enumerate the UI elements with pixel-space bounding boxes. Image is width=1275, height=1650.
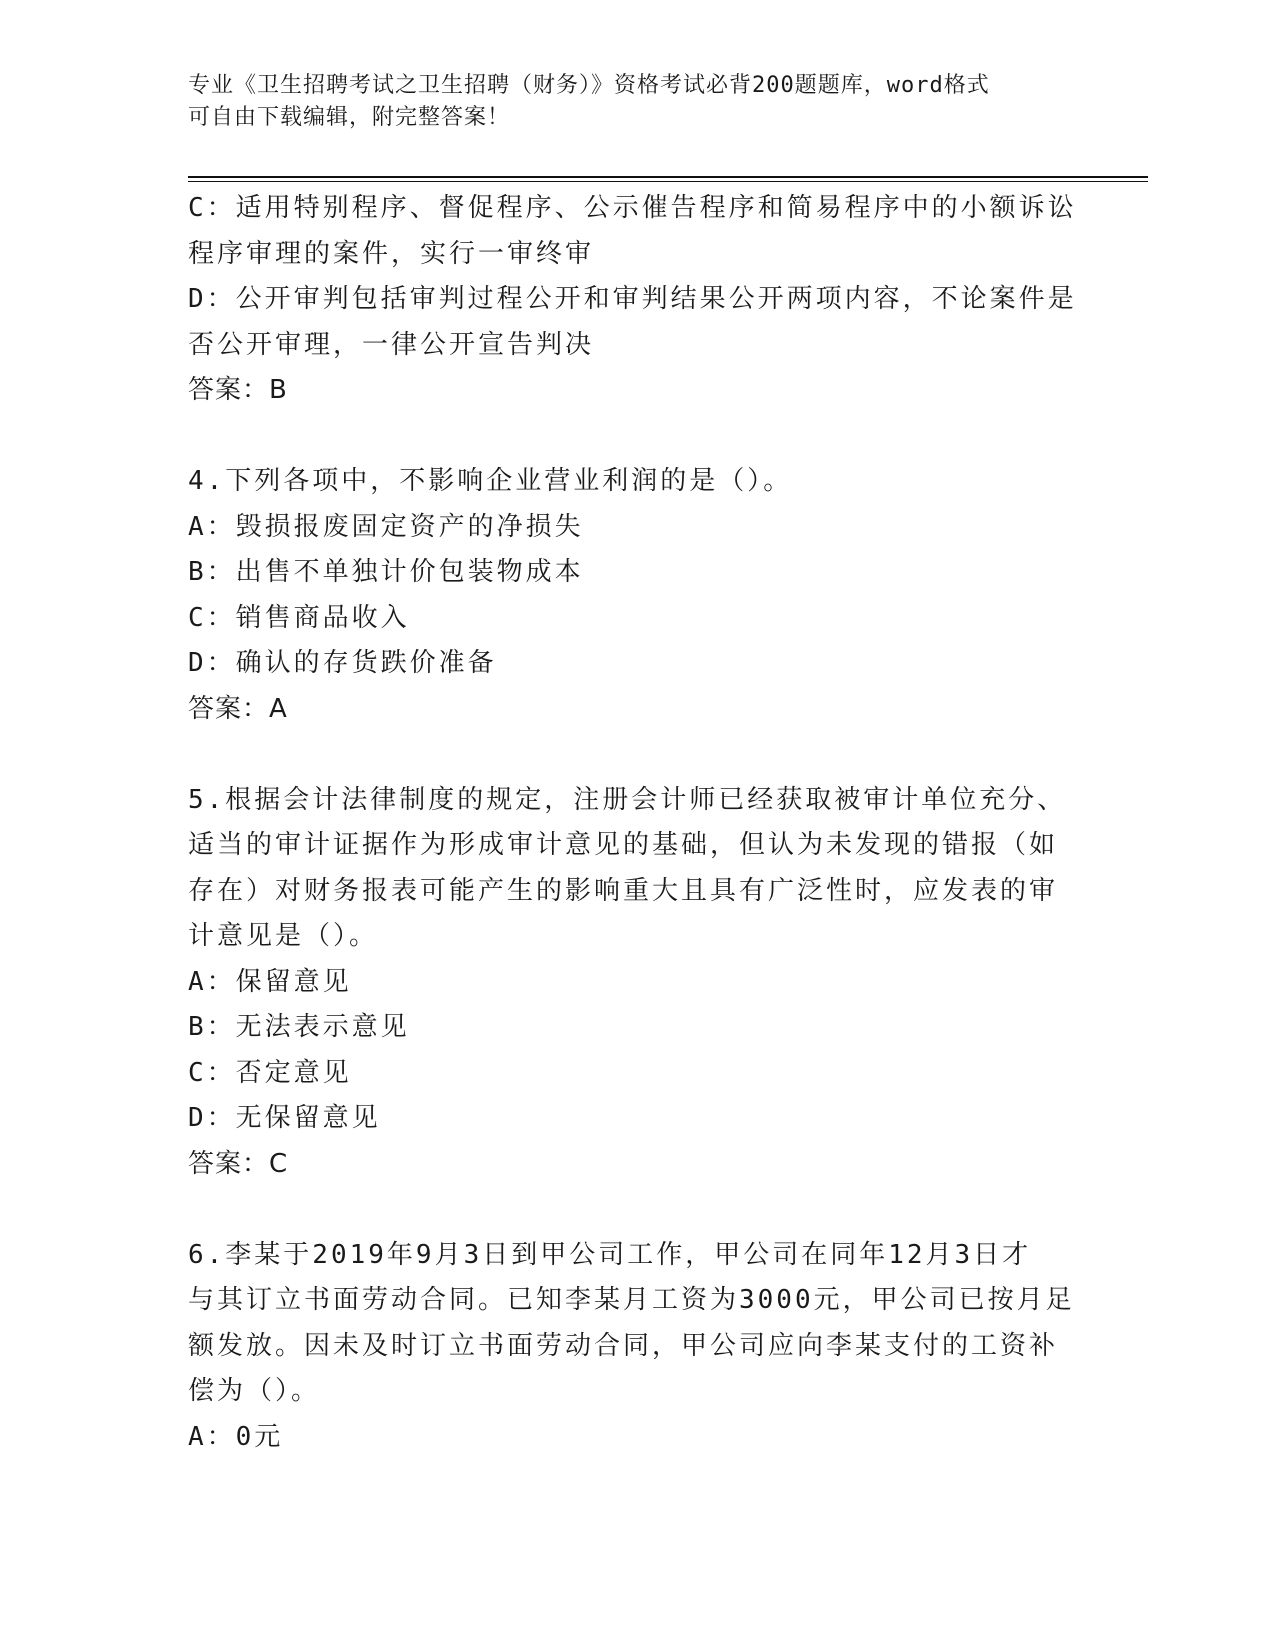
question-stem: 4.下列各项中，不影响企业营业利润的是（）。	[188, 466, 793, 496]
option-a: A：保留意见	[188, 966, 352, 997]
option-d: D：确认的存货跌价准备	[188, 648, 497, 678]
question-stem-line-3: 额发放。因未及时订立书面劳动合同，甲公司应向李某支付的工资补	[188, 1330, 1059, 1361]
option-b: B：无法表示意见	[188, 1012, 410, 1042]
option-c: C：否定意见	[188, 1057, 352, 1088]
option-a: A：0元	[188, 1421, 284, 1452]
spacer	[188, 414, 1088, 460]
question-stem-line-4: 偿为（）。	[188, 1376, 321, 1406]
question-4	[188, 459, 1088, 732]
option-c-line-1: C：适用特别程序、督促程序、公示催告程序和简易程序中的小额诉讼	[188, 193, 1077, 223]
option-b: B：出售不单独计价包装物成本	[188, 557, 584, 587]
header-rule-thick	[188, 176, 1148, 178]
answer-line: 答案：A	[188, 693, 288, 724]
header-rule-thin	[188, 181, 1148, 182]
question-stem-line-2: 适当的审计证据作为形成审计意见的基础，但认为未发现的错报（如	[188, 830, 1059, 860]
question-3-tail	[188, 186, 1088, 414]
answer-line: 答案：C	[188, 1148, 289, 1179]
header-title-line-2: 可自由下载编辑，附完整答案！	[188, 105, 511, 130]
question-stem-line-2: 与其订立书面劳动合同。已知李某月工资为3000元，甲公司已按月足	[188, 1285, 1075, 1315]
question-content	[188, 186, 1088, 1460]
option-a: A：毁损报废固定资产的净损失	[188, 511, 584, 542]
spacer	[188, 732, 1088, 778]
option-c: C：销售商品收入	[188, 602, 410, 633]
option-d-line-2: 否公开审理，一律公开宣告判决	[188, 329, 595, 360]
question-stem-line-1: 6.李某于2019年9月3日到甲公司工作，甲公司在同年12月3日才	[188, 1239, 1032, 1270]
answer-line: 答案：B	[188, 375, 288, 405]
question-stem-line-4: 计意见是（）。	[188, 921, 379, 951]
option-c-line-2: 程序审理的案件，实行一审终审	[188, 238, 595, 269]
option-d: D：无保留意见	[188, 1103, 381, 1133]
option-d-line-1: D：公开审判包括审判过程公开和审判结果公开两项内容，不论案件是	[188, 284, 1077, 314]
question-stem-line-1: 5.根据会计法律制度的规定，注册会计师已经获取被审计单位充分、	[188, 784, 1067, 815]
question-stem-line-3: 存在）对财务报表可能产生的影响重大且具有广泛性时，应发表的审	[188, 875, 1059, 906]
page-header	[188, 70, 1068, 134]
question-6	[188, 1233, 1088, 1461]
question-5	[188, 778, 1088, 1188]
header-title-line-1: 专业《卫生招聘考试之卫生招聘（财务）》资格考试必背200题题库，word格式	[188, 73, 990, 98]
spacer	[188, 1187, 1088, 1233]
